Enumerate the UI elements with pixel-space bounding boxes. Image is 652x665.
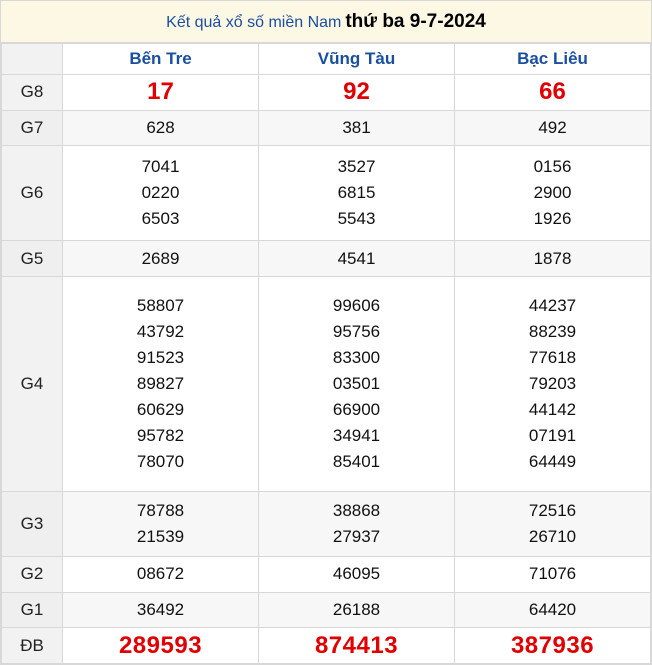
table-row	[2, 75, 651, 111]
table-row	[2, 110, 651, 146]
result-cell	[455, 75, 651, 111]
result-cell	[455, 628, 651, 664]
result-cell	[63, 491, 259, 556]
prize-label: G1	[2, 592, 63, 628]
result-cell	[63, 146, 259, 241]
result-number: 492	[538, 117, 567, 137]
result-number: 289593	[118, 631, 203, 659]
result-cell	[63, 277, 259, 492]
table-header	[2, 44, 651, 75]
result-number: 58807	[136, 295, 185, 315]
result-number: 64420	[528, 600, 577, 620]
page-title-date: thứ ba 9-7-2024	[345, 11, 486, 32]
result-number: 27937	[332, 526, 381, 546]
result-number: 38868	[332, 500, 381, 520]
prize-label: G3	[2, 491, 63, 556]
table-row	[2, 277, 651, 492]
result-number: 2689	[141, 248, 180, 268]
table-row	[2, 241, 651, 277]
result-number: 44142	[528, 399, 577, 419]
result-cell	[259, 628, 455, 664]
table-row	[2, 628, 651, 664]
result-number: 92	[343, 78, 370, 106]
result-number: 36492	[136, 600, 185, 620]
result-number: 7041	[141, 157, 180, 177]
prize-label: ĐB	[2, 628, 63, 664]
result-number: 17	[147, 78, 174, 106]
result-number: 64449	[528, 451, 577, 471]
table-body	[2, 75, 651, 664]
result-number: 5543	[337, 209, 376, 229]
result-number: 08672	[136, 564, 185, 584]
result-number: 4541	[337, 248, 376, 268]
result-number: 03501	[332, 373, 381, 393]
page-title	[1, 1, 651, 43]
result-number: 387936	[510, 631, 595, 659]
result-number: 66900	[332, 399, 381, 419]
prize-column-header	[2, 44, 63, 75]
result-number: 1926	[533, 209, 572, 229]
prize-label: G7	[2, 110, 63, 146]
result-number: 6503	[141, 209, 180, 229]
result-number: 66	[539, 78, 566, 106]
table-header-row	[2, 44, 651, 75]
result-number: 0220	[141, 183, 180, 203]
result-number: 26710	[528, 526, 577, 546]
result-number: 78788	[136, 500, 185, 520]
result-number: 99606	[332, 295, 381, 315]
prize-label: G6	[2, 146, 63, 241]
table-row	[2, 146, 651, 241]
result-number: 72516	[528, 500, 577, 520]
result-cell	[63, 110, 259, 146]
province-header-ben-tre: Bến Tre	[63, 44, 259, 75]
result-number: 2900	[533, 183, 572, 203]
result-number: 6815	[337, 183, 376, 203]
result-number: 88239	[528, 321, 577, 341]
result-cell	[63, 241, 259, 277]
result-number: 95756	[332, 321, 381, 341]
result-cell	[455, 241, 651, 277]
result-number: 89827	[136, 373, 185, 393]
result-cell	[259, 491, 455, 556]
result-number: 26188	[332, 600, 381, 620]
result-cell	[259, 592, 455, 628]
prize-label: G5	[2, 241, 63, 277]
result-number: 44237	[528, 295, 577, 315]
result-cell	[63, 75, 259, 111]
result-number: 07191	[528, 425, 577, 445]
result-cell	[259, 241, 455, 277]
table-row	[2, 491, 651, 556]
result-cell	[259, 277, 455, 492]
result-number: 83300	[332, 347, 381, 367]
prize-label: G4	[2, 277, 63, 492]
result-number: 91523	[136, 347, 185, 367]
prize-label: G8	[2, 75, 63, 111]
result-cell	[259, 110, 455, 146]
prize-label: G2	[2, 557, 63, 593]
page-title-text: Kết quả xổ số miền Nam	[166, 14, 342, 31]
result-cell	[455, 592, 651, 628]
result-cell	[259, 557, 455, 593]
result-cell	[455, 557, 651, 593]
result-number: 71076	[528, 564, 577, 584]
result-cell	[455, 277, 651, 492]
result-number: 95782	[136, 425, 185, 445]
result-cell	[63, 557, 259, 593]
province-header-bac-lieu: Bạc Liêu	[455, 44, 651, 75]
result-number: 78070	[136, 451, 185, 471]
result-number: 77618	[528, 347, 577, 367]
result-number: 46095	[332, 564, 381, 584]
result-number: 85401	[332, 451, 381, 471]
result-number: 3527	[337, 157, 376, 177]
result-cell	[455, 146, 651, 241]
table-row	[2, 557, 651, 593]
result-number: 34941	[332, 425, 381, 445]
result-cell	[259, 146, 455, 241]
result-cell	[63, 628, 259, 664]
result-number: 0156	[533, 157, 572, 177]
result-number: 43792	[136, 321, 185, 341]
table-row	[2, 592, 651, 628]
result-number: 628	[146, 117, 175, 137]
result-cell	[259, 75, 455, 111]
result-number: 1878	[533, 248, 572, 268]
result-number: 79203	[528, 373, 577, 393]
result-cell	[63, 592, 259, 628]
result-number: 21539	[136, 526, 185, 546]
result-number: 874413	[314, 631, 399, 659]
lottery-results-table	[1, 43, 651, 664]
province-header-vung-tau: Vũng Tàu	[259, 44, 455, 75]
result-cell	[455, 491, 651, 556]
result-number: 381	[342, 117, 371, 137]
result-number: 60629	[136, 399, 185, 419]
result-cell	[455, 110, 651, 146]
